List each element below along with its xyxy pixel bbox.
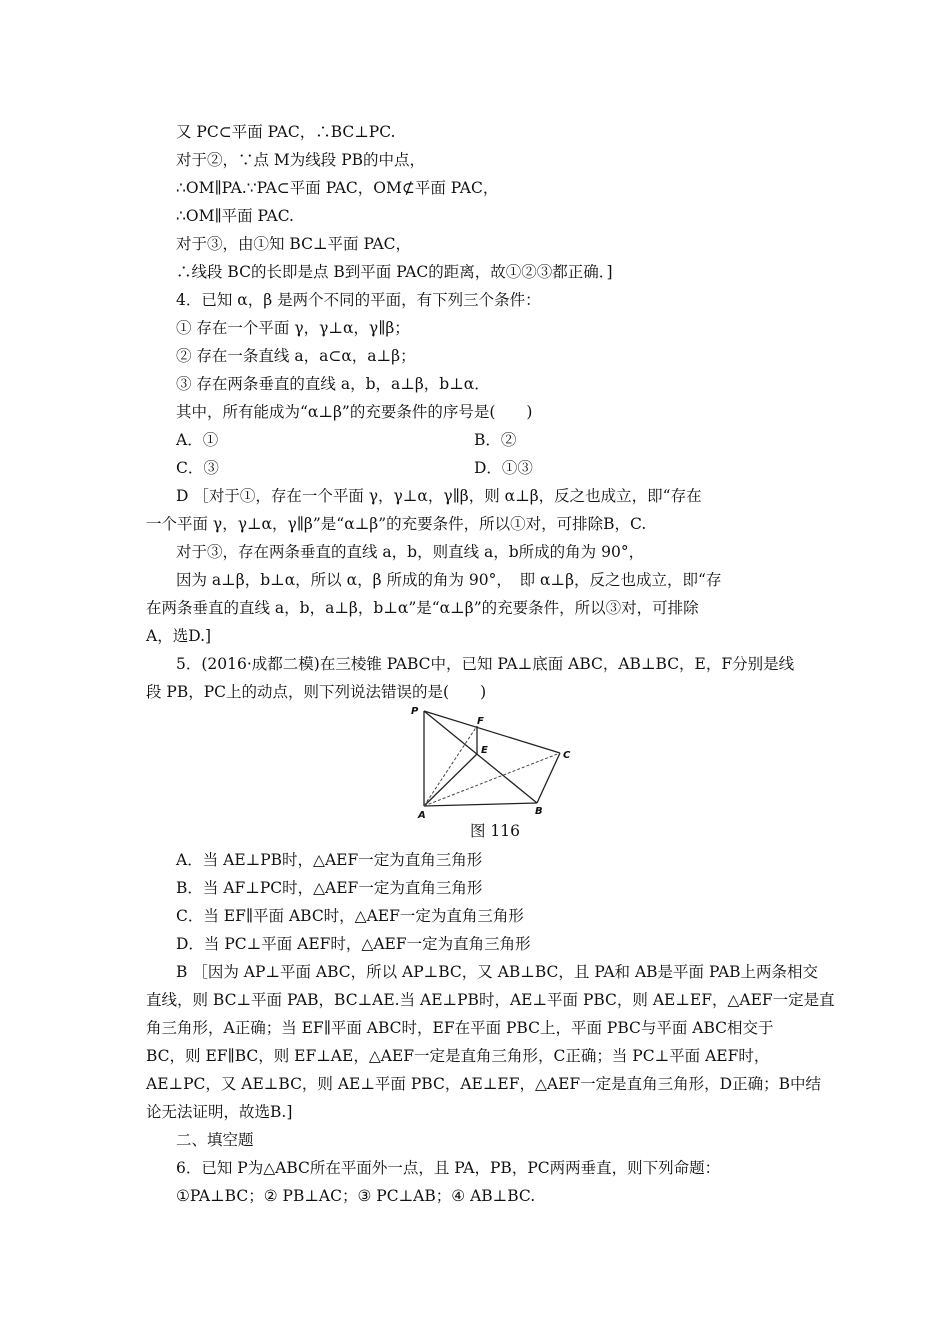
answer-line: 对于③，存在两条垂直的直线 a，b，则直线 a，b所成的角为 90°， [176,543,645,561]
label-a: A [418,810,426,821]
label-p: P [411,706,419,717]
question-5-stem: 段 PB，PC上的动点，则下列说法错误的是( ) [146,683,487,701]
proof-line: 对于③，由①知 BC⊥平面 PAC， [176,235,412,253]
question-6-items: ①PA⊥BC；② PB⊥AC；③ PC⊥AB；④ AB⊥BC. [176,1187,536,1205]
answer-line: 一个平面 γ，γ⊥α，γ∥β”是“α⊥β”的充要条件，所以①对，可排除B，C. [146,515,647,533]
figure-caption: 图 116 [470,822,521,840]
section-heading: 二、填空题 [176,1131,254,1149]
answer-line: 因为 a⊥β，b⊥α，所以 α，β 所成的角为 90°， 即 α⊥β，反之也成立，即“存 [176,571,722,589]
segment-af [424,726,477,806]
option-b: B．当 AF⊥PC时，△AEF一定为直角三角形 [176,879,483,897]
option-c: C．当 EF∥平面 ABC时，△AEF一定为直角三角形 [176,907,524,925]
answer-line: 在两条垂直的直线 a，b，a⊥β，b⊥α”是“α⊥β”的充要条件，所以③对，可排除 [146,599,699,617]
answer-line: 论无法证明，故选B.] [146,1103,293,1121]
proof-line: ∴线段 BC的长即是点 B到平面 PAC的距离，故①②③都正确．] [176,263,613,281]
answer-line: 直线，则 BC⊥平面 PAB，BC⊥AE.当 AE⊥PB时，AE⊥平面 PBC，则 AE⊥EF，△AEF一定是直 [146,991,835,1009]
answer-line: AE⊥PC，又 AE⊥BC，则 AE⊥平面 PBC，AE⊥EF，△AEF一定是直角三角形，D正确；B中结 [146,1075,821,1093]
answer-line: A，选D.] [146,627,212,645]
question-5-stem: 5．(2016·成都二模)在三棱锥 PABC中，已知 PA⊥底面 ABC，AB⊥BC，E，F分别是线 [176,655,795,673]
condition-2: ② 存在一条直线 a，a⊂α，a⊥β； [176,347,416,365]
option-a: A．当 AE⊥PB时，△AEF一定为直角三角形 [176,851,483,869]
answer-line: B ［因为 AP⊥平面 ABC，所以 AP⊥BC，又 AB⊥BC，且 PA和 AB是平面 PAB上两条相交 [176,963,819,981]
option-d: D．①③ [474,459,533,477]
segment-ae [424,754,477,806]
option-d: D．当 PC⊥平面 AEF时，△AEF一定为直角三角形 [176,935,531,953]
option-c: C．③ [176,459,219,477]
question-6-stem: 6．已知 P为△ABC所在平面外一点，且 PA，PB，PC两两垂直，则下列命题： [176,1159,721,1177]
option-b: B．② [474,431,517,449]
proof-line: 又 PC⊂平面 PAC，∴BC⊥PC. [176,123,396,141]
edge-ab [424,803,537,806]
question-4-prompt: 其中，所有能成为“α⊥β”的充要条件的序号是( ) [176,403,533,421]
label-b: B [535,806,543,817]
condition-1: ① 存在一个平面 γ，γ⊥α，γ∥β； [176,319,410,337]
answer-line: D ［对于①，存在一个平面 γ，γ⊥α，γ∥β，则 α⊥β，反之也成立，即“存在 [176,487,702,505]
answer-line: 角三角形，A正确；当 EF∥平面 ABC时，EF在平面 PBC上，平面 PBC与平面 ABC相交于 [146,1019,774,1037]
proof-line: ∴OM∥PA.∵PA⊂平面 PAC，OM⊄平面 PAC， [176,179,499,197]
edge-pc [424,711,560,753]
label-f: F [477,716,484,727]
option-a: A．① [176,431,219,449]
label-e: E [481,745,488,756]
proof-line: ∴OM∥平面 PAC. [176,207,294,225]
proof-line: 对于②，∵点 M为线段 PB的中点， [176,151,426,169]
answer-line: BC，则 EF∥BC，则 EF⊥AE，△AEF一定是直角三角形，C正确；当 PC⊥平面 AEF时， [146,1047,770,1065]
label-c: C [563,750,571,761]
question-4-stem: 4．已知 α，β 是两个不同的平面，有下列三个条件： [176,291,541,309]
tetrahedron-figure [405,706,580,821]
condition-3: ③ 存在两条垂直的直线 a，b，a⊥β，b⊥α． [176,375,490,393]
